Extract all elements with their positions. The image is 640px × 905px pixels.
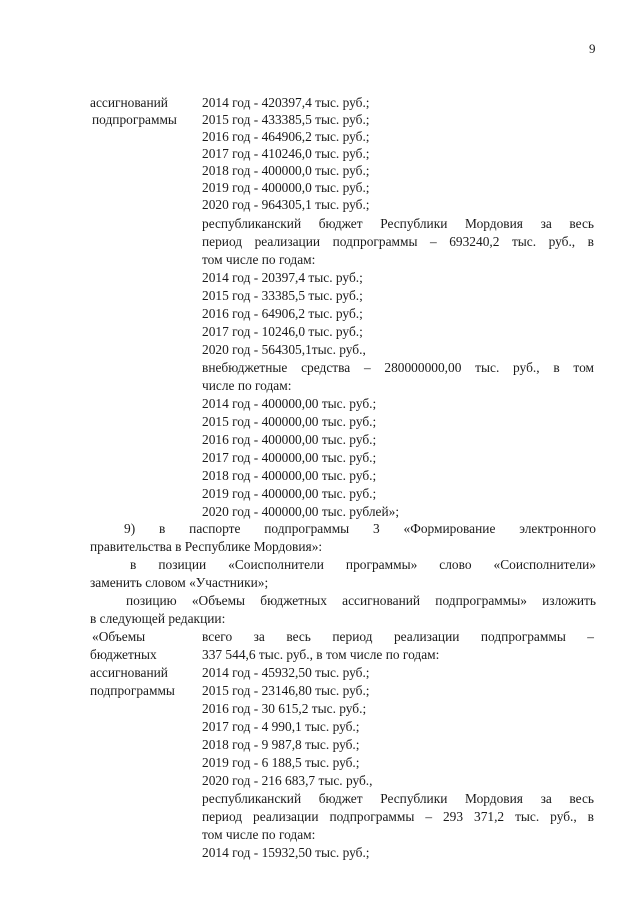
year-line: 2015 год - 433385,5 тыс. руб.; — [202, 112, 370, 127]
year-line: 2015 год - 23146,80 тыс. руб.; — [202, 683, 370, 698]
extra-year-line: 2014 год - 400000,00 тыс. руб.; — [202, 396, 377, 411]
republic-budget-text: период реализации подпрограммы – 293 371,2 тыс. руб., в — [202, 809, 594, 824]
extra-year-line: 2016 год - 400000,00 тыс. руб.; — [202, 432, 377, 447]
republic-year-line: 2015 год - 33385,5 тыс. руб.; — [202, 288, 363, 303]
republic-year-line: 2016 год - 64906,2 тыс. руб.; — [202, 306, 363, 321]
para9-line: в следующей редакции: — [90, 611, 226, 626]
republic-year-line: 2020 год - 564305,1тыс. руб., — [202, 342, 366, 357]
year-line: 2017 год - 4 990,1 тыс. руб.; — [202, 719, 360, 734]
label-assignments: ассигнований — [90, 95, 168, 110]
para9-line: 9) в паспорте подпрограммы 3 «Формирование электронного — [124, 521, 596, 536]
republic-budget-text: период реализации подпрограммы – 693240,2 тыс. руб., в — [202, 234, 594, 249]
extra-year-line: 2017 год - 400000,00 тыс. руб.; — [202, 450, 377, 465]
total-text: всего за весь период реализации подпрограммы – — [202, 629, 594, 644]
label-assignments: ассигнований — [90, 665, 168, 680]
republic-budget-text: том числе по годам: — [202, 827, 316, 842]
year-line: 2020 год - 216 683,7 тыс. руб., — [202, 773, 373, 788]
year-line: 2020 год - 964305,1 тыс. руб.; — [202, 197, 370, 212]
year-line: 2019 год - 400000,0 тыс. руб.; — [202, 180, 370, 195]
extra-budget-text: числе по годам: — [202, 378, 292, 393]
republic-budget-text: республиканский бюджет Республики Мордовия за весь — [202, 791, 594, 806]
label-budget: бюджетных — [90, 647, 157, 662]
year-line: 2014 год - 420397,4 тыс. руб.; — [202, 95, 370, 110]
extra-year-line: 2015 год - 400000,00 тыс. руб.; — [202, 414, 377, 429]
year-line: 2017 год - 410246,0 тыс. руб.; — [202, 146, 370, 161]
label-volumes: «Объемы — [92, 629, 146, 644]
page-number: 9 — [589, 41, 596, 56]
republic-budget-text: республиканский бюджет Республики Мордовия за весь — [202, 216, 594, 231]
extra-year-line: 2019 год - 400000,00 тыс. руб.; — [202, 486, 377, 501]
extra-budget-text: внебюджетные средства – 280000000,00 тыс. руб., в том — [202, 360, 594, 375]
label-subprogram: подпрограммы — [90, 683, 175, 698]
extra-year-line: 2018 год - 400000,00 тыс. руб.; — [202, 468, 377, 483]
year-line: 2016 год - 464906,2 тыс. руб.; — [202, 129, 370, 144]
year-line: 2019 год - 6 188,5 тыс. руб.; — [202, 755, 360, 770]
republic-year-line: 2014 год - 15932,50 тыс. руб.; — [202, 845, 370, 860]
republic-year-line: 2017 год - 10246,0 тыс. руб.; — [202, 324, 363, 339]
year-line: 2014 год - 45932,50 тыс. руб.; — [202, 665, 370, 680]
year-line: 2018 год - 9 987,8 тыс. руб.; — [202, 737, 360, 752]
para9-line: позицию «Объемы бюджетных ассигнований подпрограммы» изложить — [126, 593, 596, 608]
year-line: 2018 год - 400000,0 тыс. руб.; — [202, 163, 370, 178]
year-line: 2016 год - 30 615,2 тыс. руб.; — [202, 701, 367, 716]
label-subprogram: подпрограммы — [92, 112, 177, 127]
republic-year-line: 2014 год - 20397,4 тыс. руб.; — [202, 270, 363, 285]
para9-line: в позиции «Соисполнители программы» слово «Соисполнители» — [130, 557, 596, 572]
para9-line: правительства в Республике Мордовия»: — [90, 539, 323, 554]
extra-year-line: 2020 год - 400000,00 тыс. рублей»; — [202, 504, 400, 519]
para9-line: заменить словом «Участники»; — [90, 575, 269, 590]
republic-budget-text: том числе по годам: — [202, 252, 316, 267]
total-text: 337 544,6 тыс. руб., в том числе по годам: — [202, 647, 440, 662]
